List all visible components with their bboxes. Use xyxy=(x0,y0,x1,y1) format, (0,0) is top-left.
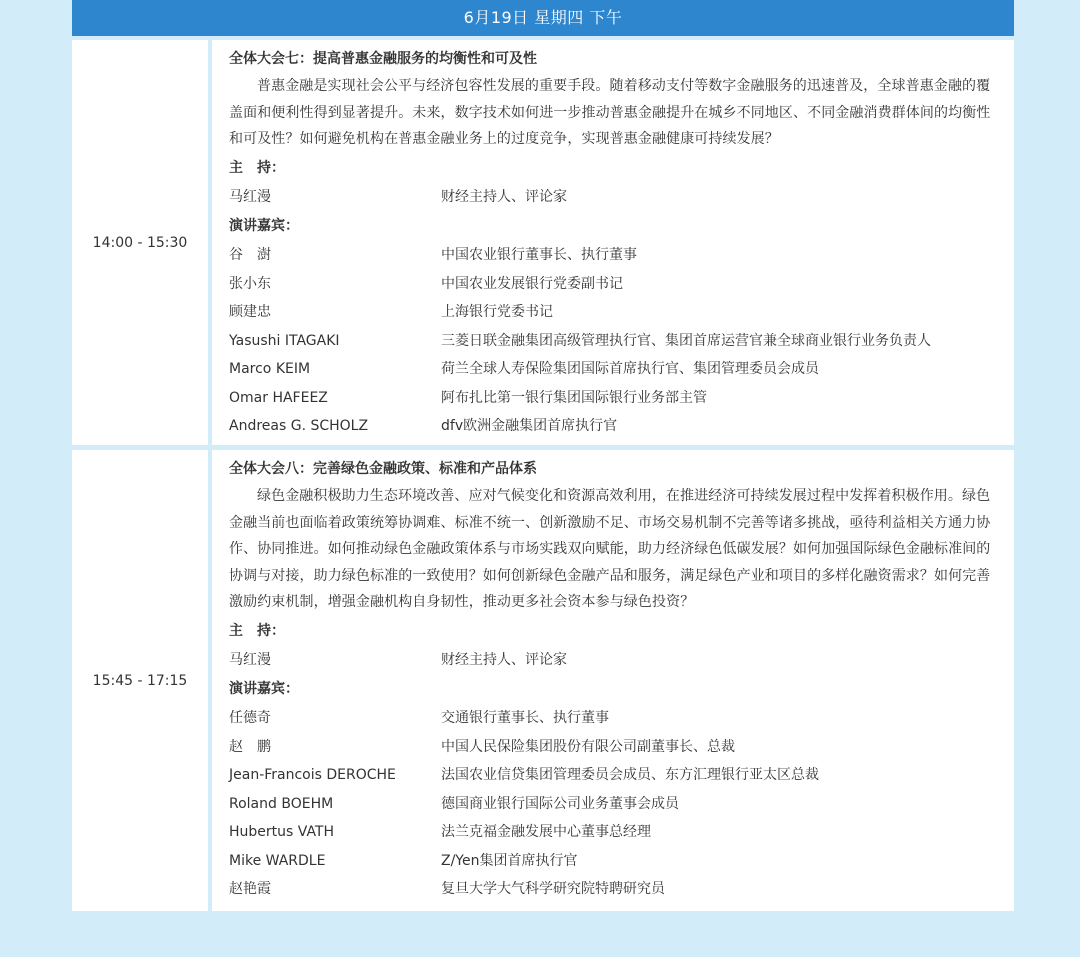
speaker-name: 赵艳霞 xyxy=(229,881,271,897)
speaker-name: Omar HAFEEZ xyxy=(229,389,328,406)
schedule-panel xyxy=(72,0,1014,911)
speaker-label: 演讲嘉宾： xyxy=(229,218,299,234)
session-block xyxy=(72,40,1014,445)
speaker-name: Mike WARDLE xyxy=(229,852,326,869)
speaker-row xyxy=(229,355,996,384)
speaker-name: 谷 澍 xyxy=(229,247,271,263)
host-row xyxy=(229,183,996,212)
host-role: 财经主持人、评论家 xyxy=(441,188,567,205)
session-block xyxy=(72,450,1014,911)
speaker-row xyxy=(229,875,996,904)
speaker-row xyxy=(229,733,996,762)
speaker-row xyxy=(229,790,996,819)
host-name: 马红漫 xyxy=(229,651,271,668)
speaker-row xyxy=(229,818,996,847)
speaker-name: Andreas G. SCHOLZ xyxy=(229,418,369,434)
speaker-row xyxy=(229,327,996,356)
speaker-role: 中国农业银行董事长、执行董事 xyxy=(441,247,637,263)
speaker-role: 德国商业银行国际公司业务董事会成员 xyxy=(441,795,679,812)
speaker-row xyxy=(229,761,996,790)
speaker-role: 中国人民保险集团股份有限公司副董事长、总裁 xyxy=(441,738,735,755)
speaker-name: Hubertus VATH xyxy=(229,824,335,840)
date-header: 6月19日 星期四 下午 xyxy=(72,0,1014,36)
host-role: 财经主持人、评论家 xyxy=(441,651,567,668)
speaker-role: 阿布扎比第一银行集团国际银行业务部主管 xyxy=(441,389,707,406)
speaker-name: Roland BOEHM xyxy=(229,795,334,812)
session-description: 普惠金融是实现社会公平与经济包容性发展的重要手段。随着移动支付等数字金融服务的迅速普及，全球普惠金融的覆盖面和便利性得到显著提升。未来，数字技术如何进一步推动普惠金融提升在城乡不同地区、不同金融消费群体间的均衡性和可及性？如何避免机构在普惠金融业务上的过度竞争，实现普惠金融健康可持续发展？ xyxy=(229,78,991,147)
speaker-role: 法兰克福金融发展中心董事总经理 xyxy=(441,824,651,840)
speaker-role: 中国农业发展银行党委副书记 xyxy=(441,275,623,292)
session-description: 绿色金融积极助力生态环境改善、应对气候变化和资源高效利用，在推进经济可持续发展过程中发挥着积极作用。绿色金融当前也面临着政策统筹协调难、标准不统一、创新激励不足、市场交易机制不完善等诸多挑战，亟待利益相关方通力协作、协同推进。如何推动绿色金融政策体系与市场实践双向赋能，助力经济绿色低碳发展？如何加强国际绿色金融标准间的协调与对接，助力绿色标准的一致使用？如何创新绿色金融产品和服务，满足绿色产业和项目的多样化融资需求？如何完善激励约束机制，增强金融机构自身韧性，推动更多社会资本参与绿色投资？ xyxy=(229,488,991,610)
speaker-name: 任德奇 xyxy=(229,710,271,726)
speaker-role: 上海银行党委书记 xyxy=(441,304,553,320)
speaker-name: 顾建忠 xyxy=(229,304,271,320)
speaker-role: 交通银行董事长、执行董事 xyxy=(441,710,609,726)
session-title: 全体大会七：提高普惠金融服务的均衡性和可及性 xyxy=(229,51,537,67)
host-label: 主 持： xyxy=(229,622,285,639)
session-time: 14:00 - 15:30 xyxy=(72,40,212,445)
session-time: 15:45 - 17:15 xyxy=(72,450,212,911)
speaker-row xyxy=(229,384,996,413)
host-row xyxy=(229,646,996,675)
session-content xyxy=(229,40,996,441)
speaker-label: 演讲嘉宾： xyxy=(229,681,299,697)
speaker-name: 赵 鹏 xyxy=(229,738,271,755)
speaker-row xyxy=(229,241,996,270)
speaker-row xyxy=(229,847,996,876)
speaker-role: 三菱日联金融集团高级管理执行官、集团首席运营官兼全球商业银行业务负责人 xyxy=(441,332,931,349)
speaker-name: Yasushi ITAGAKI xyxy=(229,332,340,349)
speaker-role: 荷兰全球人寿保险集团国际首席执行官、集团管理委员会成员 xyxy=(441,361,819,377)
speaker-row xyxy=(229,704,996,733)
speaker-role: Z/Yen集团首席执行官 xyxy=(441,852,578,869)
speaker-role: 法国农业信贷集团管理委员会成员、东方汇理银行亚太区总裁 xyxy=(441,767,819,783)
speaker-name: Jean-Francois DEROCHE xyxy=(229,767,396,783)
host-name: 马红漫 xyxy=(229,188,271,205)
host-label: 主 持： xyxy=(229,159,285,176)
session-title: 全体大会八：完善绿色金融政策、标准和产品体系 xyxy=(229,461,537,477)
speaker-role: dfv欧洲金融集团首席执行官 xyxy=(441,418,618,434)
speaker-role: 复旦大学大气科学研究院特聘研究员 xyxy=(441,881,665,897)
speaker-row xyxy=(229,270,996,299)
speaker-row xyxy=(229,298,996,327)
session-content xyxy=(229,450,996,904)
speaker-name: Marco KEIM xyxy=(229,361,311,377)
speaker-name: 张小东 xyxy=(229,275,271,292)
speaker-row xyxy=(229,412,996,441)
